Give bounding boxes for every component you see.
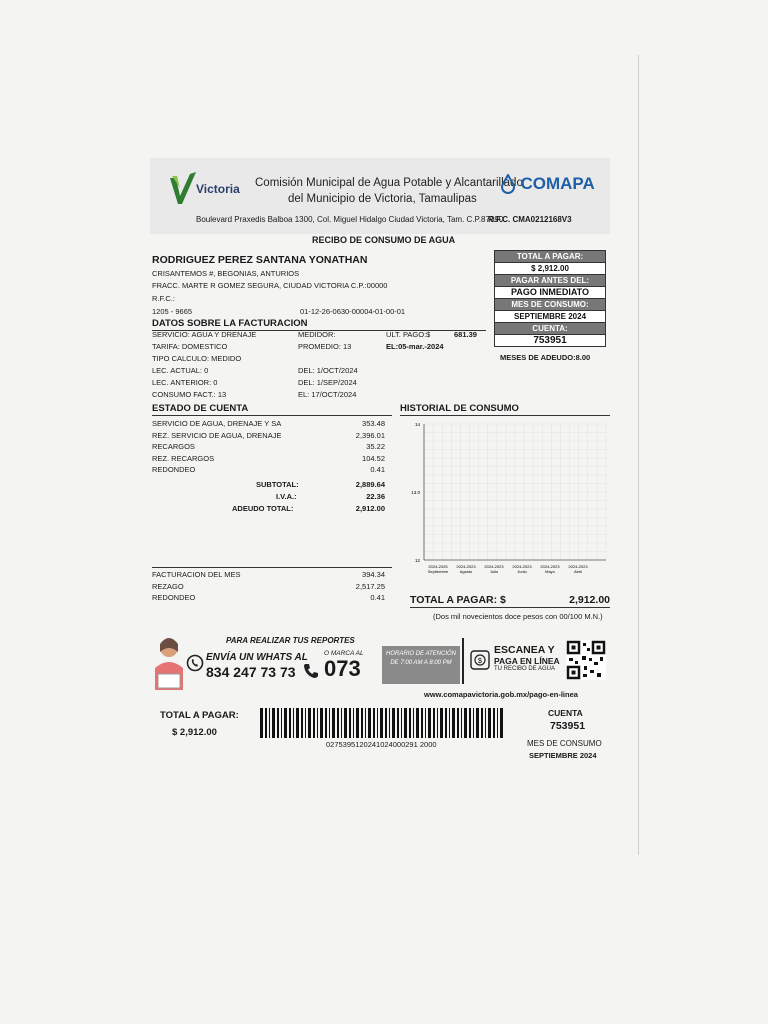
barcode-bar	[481, 708, 483, 738]
estado-row-value: 35.22	[366, 442, 385, 451]
promo-url[interactable]: www.comapavictoria.gob.mx/pago-en-linea	[424, 690, 578, 699]
estado-row-value: 353.48	[362, 419, 385, 428]
historial-rule	[400, 415, 610, 416]
barcode-bar	[277, 708, 279, 738]
barcode-bar	[428, 708, 431, 738]
barcode-bar	[269, 708, 270, 738]
mes-row-label: REZAGO	[152, 581, 184, 591]
historial-heading: HISTORIAL DE CONSUMO	[400, 403, 519, 414]
barcode-bar	[349, 708, 351, 738]
promo-phone: 834 247 73 73	[206, 664, 296, 680]
barcode-bar	[449, 708, 450, 738]
barcode-bar	[308, 708, 311, 738]
x-tick-label: 2024-2023 Abril	[568, 564, 588, 574]
barcode-bar	[457, 708, 459, 738]
barcode-bar	[488, 708, 491, 738]
barcode-bar	[425, 708, 426, 738]
barcode-bar	[296, 708, 299, 738]
customer-colonia: FRACC. MARTE R GOMEZ SEGURA, CIUDAD VICTORIA C.P.:00000	[152, 281, 388, 290]
estado-row-label: SERVICIO DE AGUA, DRENAJE Y SA	[152, 419, 282, 428]
iva-value: 22.36	[366, 492, 385, 501]
barcode-bar	[284, 708, 287, 738]
barcode-bar	[485, 708, 486, 738]
barcode-bar	[317, 708, 318, 738]
iva-label: I.V.A.:	[276, 492, 297, 501]
estado-row-label: REDONDEO	[152, 465, 196, 474]
estado-row-value: 2,396.01	[355, 430, 385, 440]
customer-street: CRISANTEMOS #, BEGONIAS, ANTURIOS	[152, 269, 300, 278]
footer-mes-label: MES DE CONSUMO	[527, 739, 602, 748]
fact-el2: EL: 17/OCT/2024	[298, 390, 357, 399]
promo-paga: PAGA EN LÍNEA	[494, 656, 560, 666]
promo-short: 073	[324, 656, 361, 681]
fact-medidor: MEDIDOR:	[298, 330, 336, 339]
barcode	[260, 708, 506, 740]
comapa-logo	[500, 174, 595, 194]
barcode-bar	[409, 708, 411, 738]
estado-row-value: 104.52	[362, 453, 385, 463]
barcode-bar	[476, 708, 479, 738]
barcode-bar	[413, 708, 414, 738]
barcode-bar	[260, 708, 263, 738]
fact-tipo: TIPO CALCULO: MEDIDO	[152, 354, 242, 363]
barcode-bar	[389, 708, 390, 738]
cuenta-value: 753951	[494, 334, 606, 347]
promo-whats: ENVÍA UN WHATS AL	[206, 652, 308, 663]
svg-text:$: $	[478, 658, 482, 665]
mes-row-value: 394.34	[362, 570, 385, 579]
adeudo-total-value: 2,912.00	[355, 504, 385, 513]
barcode-bar	[272, 708, 275, 738]
fact-promedio: PROMEDIO: 13	[298, 342, 352, 351]
barcode-bar	[493, 708, 495, 738]
facturacion-heading: DATOS SOBRE LA FACTURACION	[152, 318, 308, 329]
fact-lec-anterior: LEC. ANTERIOR: 0	[152, 378, 218, 387]
y-tick-label: 12	[414, 558, 420, 563]
totals-rule	[410, 607, 610, 608]
barcode-bar	[332, 708, 335, 738]
barcode-bar	[353, 708, 354, 738]
total-label: TOTAL A PAGAR:	[494, 250, 606, 263]
barcode-bar	[385, 708, 387, 738]
footer-total-value: $ 2,912.00	[172, 727, 217, 738]
fact-el-fecha: EL:05-mar.-2024	[386, 342, 444, 351]
estado-row-label: RECARGOS	[152, 442, 195, 451]
x-tick-label: 2024-2023 Junio	[512, 564, 532, 574]
barcode-bar	[373, 708, 375, 738]
barcode-bar	[305, 708, 306, 738]
barcode-bar	[416, 708, 419, 738]
estado-row-label: REZ. RECARGOS	[152, 453, 215, 463]
total-value: $ 2,912.00	[494, 262, 606, 275]
barcode-bar	[437, 708, 438, 738]
fact-lec-actual: LEC. ACTUAL: 0	[152, 366, 209, 375]
mes-value: SEPTIEMBRE 2024	[494, 310, 606, 323]
totals-words: (Dos mil novecientos doce pesos con 00/100 M.N.)	[433, 612, 603, 621]
estado-row-label: REZ. SERVICIO DE AGUA, DRENAJE	[152, 430, 282, 440]
barcode-bar	[265, 708, 267, 738]
qr-code-icon	[566, 640, 606, 680]
subtotal-label: SUBTOTAL:	[256, 480, 299, 489]
footer-total-label: TOTAL A PAGAR:	[160, 710, 239, 721]
barcode-number: 0275395120241024000291 2000	[326, 740, 437, 749]
promo-escanea: ESCANEA Y	[494, 644, 555, 656]
promo-horario: HORARIO DE ATENCIÓN DE 7:00 AM A 8:00 PM	[382, 646, 460, 684]
barcode-bar	[440, 708, 443, 738]
barcode-bar	[464, 708, 467, 738]
barcode-bar	[313, 708, 315, 738]
barcode-bar	[281, 708, 282, 738]
barcode-bar	[473, 708, 474, 738]
barcode-bar	[500, 708, 503, 738]
fact-ult-pago-value: 681.39	[454, 330, 477, 339]
fact-tarifa: TARIFA: DOMESTICO	[152, 342, 228, 351]
water-drop-icon	[500, 174, 516, 194]
barcode-bar	[497, 708, 498, 738]
whatsapp-icon	[186, 654, 204, 672]
barcode-bar	[293, 708, 294, 738]
x-tick-label: 2024-2025 Septiembre	[427, 564, 449, 574]
header-rfc: R.F.C. CMA0212168V3	[488, 215, 572, 224]
barcode-bar	[377, 708, 378, 738]
barcode-bar	[341, 708, 342, 738]
barcode-bar	[356, 708, 359, 738]
x-tick-label: 2024-2023 Mayo	[540, 564, 560, 574]
fact-ult-pago-label: ULT. PAGO:$	[386, 330, 431, 339]
estado-rule	[152, 415, 392, 416]
barcode-bar	[469, 708, 471, 738]
customer-rfc: R.F.C.:	[152, 294, 175, 303]
barcode-bar	[452, 708, 455, 738]
barcode-bar	[404, 708, 407, 738]
promo-divider	[462, 638, 464, 684]
barcode-bar	[445, 708, 447, 738]
fact-del1: DEL: 1/OCT/2024	[298, 366, 358, 375]
y-tick-label: 14	[414, 422, 420, 427]
barcode-bar	[368, 708, 371, 738]
adeudo-total-label: ADEUDO TOTAL:	[232, 504, 294, 513]
footer-cuenta-value: 753951	[550, 720, 586, 732]
promo-marca: O MARCA AL	[324, 650, 364, 657]
mes-rule	[152, 567, 392, 568]
victoria-logo	[168, 170, 198, 211]
barcode-bar	[329, 708, 330, 738]
barcode-bar	[380, 708, 383, 738]
barcode-bar	[301, 708, 303, 738]
customer-clave: 01-12-26-0630-00004-01-00-01	[300, 307, 406, 316]
barcode-bar	[337, 708, 339, 738]
barcode-bar	[320, 708, 323, 738]
y-tick-label: 13.0	[411, 490, 420, 495]
agent-person-icon	[152, 634, 186, 690]
estado-row-value: 0.41	[370, 465, 385, 474]
promo-recibo: TU RECIBO DE AGUA	[494, 666, 556, 672]
barcode-bar	[365, 708, 366, 738]
victoria-v-icon	[168, 170, 198, 206]
promo-reportes: PARA REALIZAR TUS REPORTES	[226, 636, 355, 645]
footer-cuenta-label: CUENTA	[548, 708, 583, 718]
barcode-bar	[392, 708, 395, 738]
promo-banner	[150, 632, 612, 692]
mes-row-value: 0.41	[370, 593, 385, 602]
barcode-bar	[361, 708, 363, 738]
receipt-title: RECIBO DE CONSUMO DE AGUA	[312, 235, 456, 245]
x-tick-label: 2024-2023 Agosto	[456, 564, 476, 574]
totals-value: 2,912.00	[569, 594, 610, 606]
barcode-bar	[461, 708, 462, 738]
footer-mes-value: SEPTIEMBRE 2024	[529, 751, 597, 760]
victoria-brand: Victoria	[196, 182, 240, 196]
header-address: Boulevard Praxedis Balboa 1300, Col. Miguel Hidalgo Ciudad Victoria, Tam. C.P.87090.	[196, 215, 506, 224]
fact-consumo: CONSUMO FACT.: 13	[152, 390, 227, 399]
pagar-value: PAGO INMEDIATO	[494, 286, 606, 299]
fact-servicio: SERVICIO: AGUA Y DRENAJE	[152, 330, 257, 339]
org-line1: Comisión Municipal de Agua Potable y Alcantarillado	[255, 177, 523, 189]
barcode-bar	[325, 708, 327, 738]
pagar-label: PAGAR ANTES DEL:	[494, 274, 606, 287]
barcode-bar	[397, 708, 399, 738]
historial-chart	[400, 418, 610, 578]
mes-label: MES DE CONSUMO:	[494, 298, 606, 311]
barcode-bar	[289, 708, 291, 738]
totals-label: TOTAL A PAGAR: $	[410, 594, 506, 606]
x-tick-label: 2024-2023 Julio	[484, 564, 504, 574]
fact-del2: DEL: 1/SEP/2024	[298, 378, 357, 387]
cuenta-label: CUENTA:	[494, 322, 606, 335]
payment-icon	[470, 650, 490, 670]
barcode-bar	[344, 708, 347, 738]
mes-row-label: REDONDEO	[152, 593, 196, 602]
org-line2: del Municipio de Victoria, Tamaulipas	[288, 193, 477, 205]
customer-name: RODRIGUEZ PEREZ SANTANA YONATHAN	[152, 254, 368, 266]
mes-row-value: 2,517.25	[355, 581, 385, 591]
mes-row-label: FACTURACION DEL MES	[152, 570, 241, 579]
barcode-bar	[421, 708, 423, 738]
customer-ruta: 1205 - 9665	[152, 307, 193, 316]
meses-adeudo: MESES DE ADEUDO:8.00	[500, 353, 591, 362]
phone-icon	[302, 662, 320, 680]
estado-heading: ESTADO DE CUENTA	[152, 403, 249, 414]
comapa-brand: COMAPA	[520, 174, 595, 193]
barcode-bar	[433, 708, 435, 738]
subtotal-value: 2,889.64	[355, 480, 385, 489]
barcode-bar	[401, 708, 402, 738]
